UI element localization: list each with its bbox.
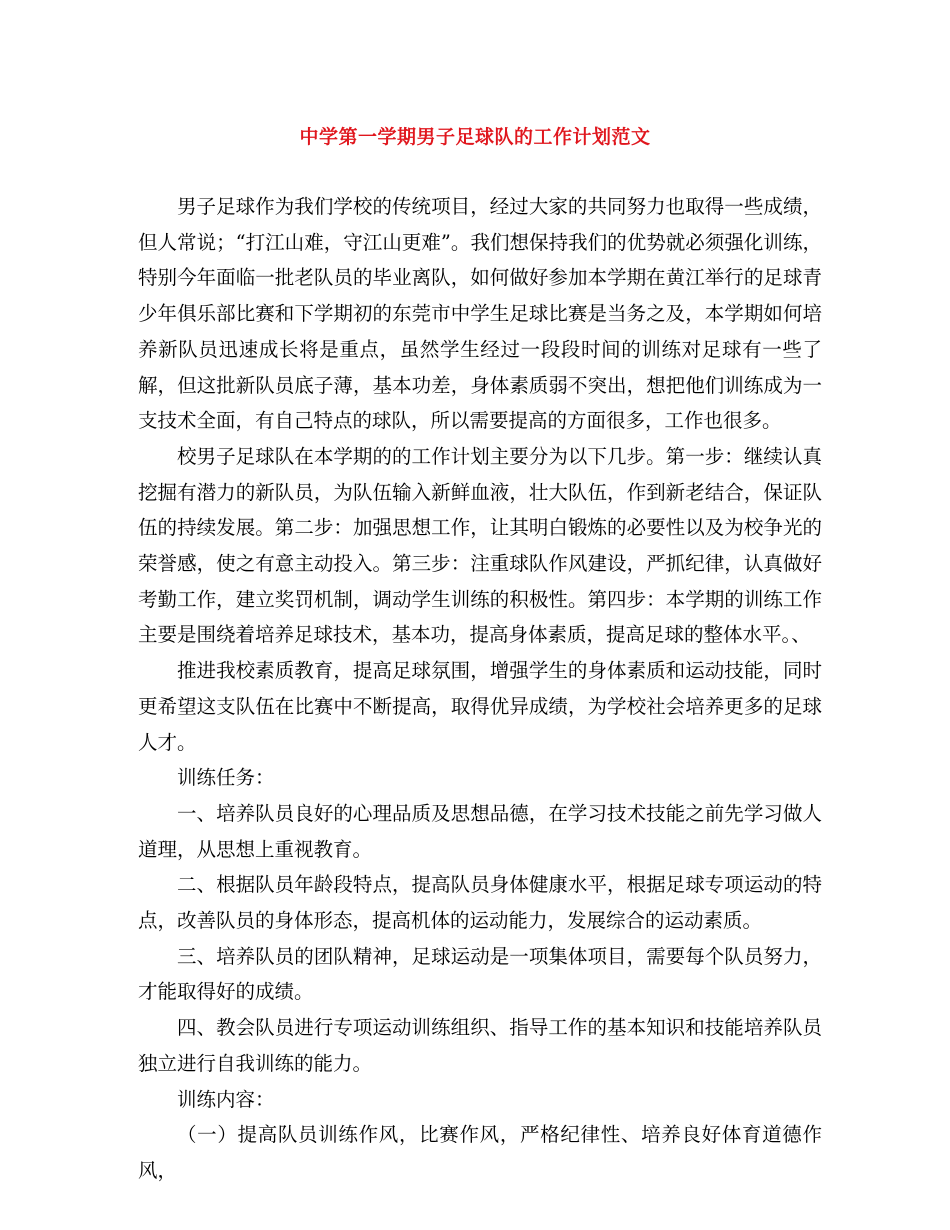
task-item-1: 一、培养队员良好的心理品质及思想品德，在学习技术技能之前先学习做人道理，从思想上重视教育。 bbox=[138, 801, 822, 861]
paragraph-goals: 推进我校素质教育，提高足球氛围，增强学生的身体素质和运动技能，同时更希望这支队伍在比赛中不断提高，取得优异成绩，为学校社会培养更多的足球人才。 bbox=[138, 659, 822, 754]
paragraph-plan-steps: 校男子足球队在本学期的的工作计划主要分为以下几步。第一步：继续认真挖掘有潜力的新队员，为队伍输入新鲜血液，壮大队伍，作到新老结合，保证队伍的持续发展。第二步：加强思想工作，让其明白锻炼的必要性以及为校争光的荣誉感，使之有意主动投入。第三步：注重球队作风建设，严抓纪律，认真做好考勤工作，建立奖罚机制，调动学生训练的积极性。第四步：本学期的训练工作主要是围绕着培养足球技术，基本功，提高身体素质，提高足球的整体水平。、 bbox=[138, 444, 822, 647]
section-heading-training-content: 训练内容： bbox=[177, 1087, 275, 1111]
content-item-1: （一）提高队员训练作风，比赛作风，严格纪律性、培养良好体育道德作风， bbox=[138, 1123, 822, 1182]
task-item-2: 二、根据队员年龄段特点，提高队员身体健康水平，根据足球专项运动的特点，改善队员的身体形态，提高机体的运动能力，发展综合的运动素质。 bbox=[138, 873, 822, 933]
paragraph-intro: 男子足球作为我们学校的传统项目，经过大家的共同努力也取得一些成绩，但人常说；“打江山难，守江山更难”。我们想保持我们的优势就必须强化训练，特别今年面临一批老队员的毕业离队，如何做好参加本学期在黄江举行的足球青少年俱乐部比赛和下学期初的东莞市中学生足球比赛是当务之及，本学期如何培养新队员迅速成长将是重点，虽然学生经过一段段时间的训练对足球有一些了解，但这批新队员底子薄，基本功差，身体素质弱不突出，想把他们训练成为一支技术全面，有自己特点的球队，所以需要提高的方面很多，工作也很多。 bbox=[138, 195, 822, 433]
section-heading-training-tasks: 训练任务： bbox=[177, 766, 275, 790]
task-item-4: 四、教会队员进行专项运动训练组织、指导工作的基本知识和技能培养队员独立进行自我训练的能力。 bbox=[138, 1016, 822, 1075]
document-body bbox=[138, 189, 822, 1189]
task-item-3: 三、培养队员的团队精神，足球运动是一项集体项目，需要每个队员努力，才能取得好的成绩。 bbox=[138, 944, 822, 1004]
document-title: 中学第一学期男子足球队的工作计划范文 bbox=[299, 126, 651, 148]
